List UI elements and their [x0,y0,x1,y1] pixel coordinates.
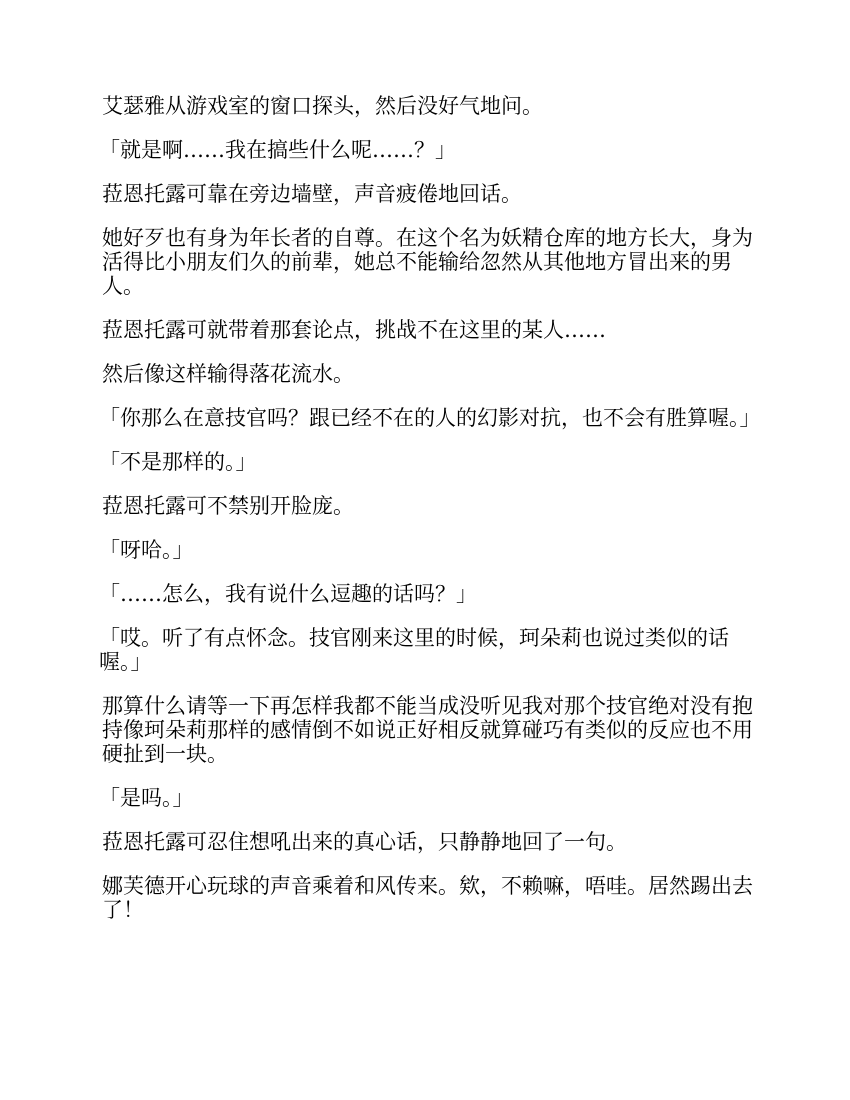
paragraph: 艾瑟雅从游戏室的窗口探头，然后没好气地问。 [102,94,543,118]
dialogue-paragraph: 「不是那样的。」 [99,450,257,474]
dialogue-paragraph: 「……怎么，我有说什么逗趣的话吗？」 [99,582,477,606]
dialogue-paragraph: 「是吗。」 [99,786,194,810]
dialogue-paragraph: 「呀哈。」 [99,538,194,562]
paragraph: 那算什么请等一下再怎样我都不能当成没听见我对那个技官绝对没有抱持像珂朵莉那样的感情倒不如说正好相反就算碰巧有类似的反应也不用硬扯到一块。 [102,694,753,766]
dialogue-paragraph: 「哎。听了有点怀念。技官刚来这里的时候，珂朵莉也说过类似的话喔。」 [99,626,729,674]
paragraph: 菈恩托露可不禁别开脸庞。 [102,494,354,518]
paragraph: 菈恩托露可就带着那套论点，挑战不在这里的某人…… [102,318,606,342]
paragraph: 菈恩托露可忍住想吼出来的真心话，只静静地回了一句。 [102,830,627,854]
paragraph: 她好歹也有身为年长者的自尊。在这个名为妖精仓库的地方长大，身为活得比小朋友们久的前辈，她总不能输给忽然从其他地方冒出来的男人。 [102,226,753,298]
paragraph: 菈恩托露可靠在旁边墙壁，声音疲倦地回话。 [102,182,522,206]
dialogue-paragraph: 「你那么在意技官吗？跟已经不在的人的幻影对抗，也不会有胜算喔。」 [99,406,761,430]
dialogue-paragraph: 「就是啊……我在搞些什么呢……？」 [99,138,456,162]
paragraph: 然后像这样输得落花流水。 [102,362,354,386]
paragraph: 娜芙德开心玩球的声音乘着和风传来。欸，不赖嘛，唔哇。居然踢出去了！ [102,874,753,922]
document-body [99,94,761,942]
